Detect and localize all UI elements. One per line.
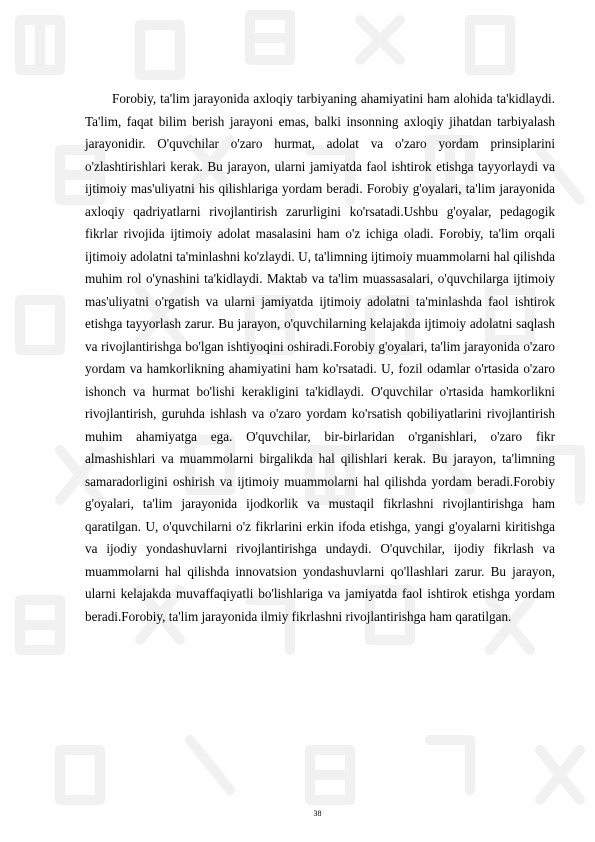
watermark-glyph-21 xyxy=(20,600,60,650)
watermark-glyph-3 xyxy=(250,15,290,60)
watermark-glyph-28 xyxy=(310,750,350,800)
watermark-glyph-26 xyxy=(60,750,100,800)
watermark-glyph-5 xyxy=(470,20,510,70)
watermark-glyph-1 xyxy=(20,20,60,70)
watermark-glyph-2 xyxy=(140,25,180,75)
watermark-glyph-27 xyxy=(190,740,230,790)
body-paragraph: Forobiy, ta'lim jarayonida axloqiy tarbiyaning ahamiyatini ham alohida ta'kidlaydi. Ta'lim, faqat bilim berish jarayoni emas, balki insonning axloqiy jihatdan tarbiyalash jarayonidir. O'quvchilar o'zaro hurmat, adolat va o'zaro yordam prinsiplarini o'zlashtirishlari kerak. Bu jarayon, ularni jamiyatda faol ishtirok etishga tayyorlaydi va ijtimoiy mas'uliyatni his qilishlariga yordam beradi. Forobiy g'oyalari, ta'lim jarayonida axloqiy qadriyatlarni rivojlantirish zarurligini ko'rsatadi.Ushbu g'oyalar, pedagogik fikrlar rivojida ijtimoiy adolat masalasini ham o'z ichiga oladi. Forobiy, ta'lim orqali ijtimoiy adolatni ta'minlashni ko'zlaydi. U, ta'limning ijtimoiy muammolarni hal qilishda muhim rol o'ynashini ta'kidlaydi. Maktab va ta'lim muassasalari, o'quvchilarga ijtimoiy mas'uliyatni o'rgatish va ularni jamiyatda ijtimoiy adolatni ta'minlashda faol ishtirok etishga tayyorlash zarur. Bu jarayon, o'quvchilarning kelajakda ijtimoiy adolatni saqlash va rivojlantirishga bo'lgan ishtiyoqini oshiradi.Forobiy g'oyalari, ta'lim jarayonida o'zaro yordam va hamkorlikning ahamiyatini ham ko'rsatadi. U, fozil odamlar o'rtasida o'zaro ishonch va hurmat bo'lishi kerakligini ta'kidlaydi. O'quvchilar o'rtasida hamkorlikni rivojlantirish, guruhda ishlash va o'zaro yordam ko'rsatish qobiliyatlarini rivojlantirish muhim ahamiyatga ega. O'quvchilar, bir-birlaridan o'rganishlari, o'zaro fikr almashishlari va muammolarni birgalikda hal qilishlari kerak. Bu jarayon, ta'limning samaradorligini oshirish va ijtimoiy muammolarni hal qilishda yordam beradi.Forobiy g'oyalari, ta'lim jarayonida ijodkorlik va mustaqil fikrlashni rivojlantirishga ham qaratilgan. U, o'quvchilarni o'z fikrlarini erkin ifoda etishga, yangi g'oyalarni kiritishga va ijodiy yondashuvlarni rivojlantirishga undaydi. O'quvchilar, ijodiy fikrlash va muammolarni hal qilishda innovatsion yondashuvlarni qo'llashlari zarur. Bu jarayon, ularni kelajakda muvaffaqiyatli bo'lishlariga va jamiyatda faol ishtirok etishga yordam beradi.Forobiy, ta'lim jarayonida ilmiy fikrlashni rivojlantirishga ham qaratilgan. xyxy=(85,91,555,624)
watermark-glyph-11 xyxy=(20,300,60,350)
watermark-glyph-4 xyxy=(360,20,400,60)
watermark-glyph-30 xyxy=(540,750,580,800)
page-number: 38 xyxy=(313,809,322,818)
watermark-glyph-29 xyxy=(430,740,470,790)
